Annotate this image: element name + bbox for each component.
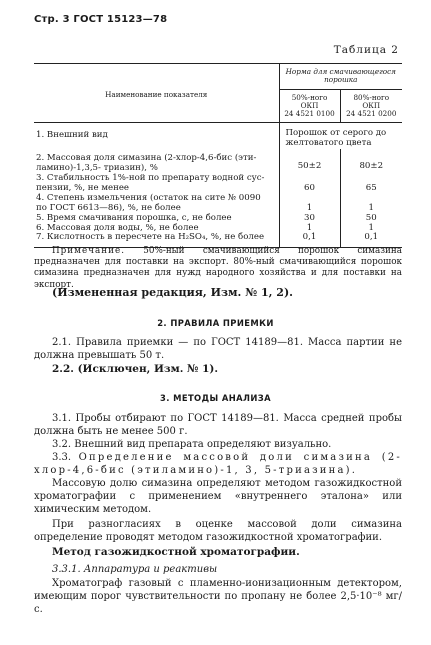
clause-3-2: 3.2. Внешний вид препарата определяют визуально. [52,439,332,450]
table-row: 3. Стабильность 1%-ной по препарату водной сус- пензии, %, не менее 60 65 [34,174,402,194]
table-row: 7. Кислотность в пересчете на H₂SO₄, %, не более 0,1 0,1 [34,233,402,247]
col-header-80: 80%-ного ОКП 24 4521 0200 [340,89,402,123]
clause-3-3: 3.3. Определение массовой доли симазина (2-хлор-4,6-бис (этиламино)-1, 3, 5-триазина). [34,452,402,476]
col-header-name: Наименование показателя [105,90,208,100]
section-2-title: 2. ПРАВИЛА ПРИЕМКИ [157,318,274,328]
clause-3-3-disputes: При разногласиях в оценке массовой доли симазина определение проводят методом газожидкостной хроматографии. [34,519,402,543]
table-note: Примечание. 50%-ный смачивающийся порошок симазина предназначен для поставки на экспорт. 80%-ный смачивающийся порошок симазина предназначен для нужд народного хозяйства и для поставки на экспорт. [34,246,402,290]
table-row: 6. Массовая доля воды, %, не более 1 1 [34,224,402,234]
table-caption: Таблица 2 [333,44,399,56]
clause-3-3-1-body: Хроматограф газовый с пламенно-ионизационным детектором, имеющим порог чувствительности по пропану не более 2,5·10⁻⁸ мг/с. [34,578,402,615]
indicators-table [34,63,402,248]
col-header-50: 50%-ного ОКП 24 4521 0100 [279,89,340,123]
page-header: Стр. 3 ГОСТ 15123—78 [34,14,168,25]
clause-2-1: 2.1. Правила приемки — по ГОСТ 14189—81. Масса партии не должна превышать 50 т. [34,337,402,361]
clause-3-1: 3.1. Пробы отбирают по ГОСТ 14189—81. Масса средней пробы должна быть не менее 500 г. [34,413,402,437]
amendment-note: (Измененная редакция, Изм. № 1, 2). [52,286,293,299]
method-title: Метод газожидкостной хроматографии. [52,546,300,558]
table-row: 5. Время смачивания порошка, с, не более 30 50 [34,214,402,224]
table-row: 1. Внешний вид Порошок от серого до желтоватого цвета [34,123,402,149]
clause-3-3-body: Массовую долю симазина определяют методом газожидкостной хроматографии с применением «внутреннего эталона» или химическим методом. [34,478,402,515]
norm-header: Норма для смачивающегося порошка [279,64,402,90]
table-row: 4. Степень измельчения (остаток на сите № 0090 по ГОСТ 6613—86), %, не более 1 1 [34,194,402,214]
clause-3-3-1: 3.3.1. Аппаратура и реактивы [52,564,218,575]
table-row: 2. Массовая доля симазина (2-хлор-4,6-бис (эти- ламино)-1,3,5- триазин), % 50±2 80±2 [34,149,402,174]
section-3-title: 3. МЕТОДЫ АНАЛИЗА [159,393,272,403]
clause-2-2: 2.2. (Исключен, Изм. № 1). [52,363,219,375]
